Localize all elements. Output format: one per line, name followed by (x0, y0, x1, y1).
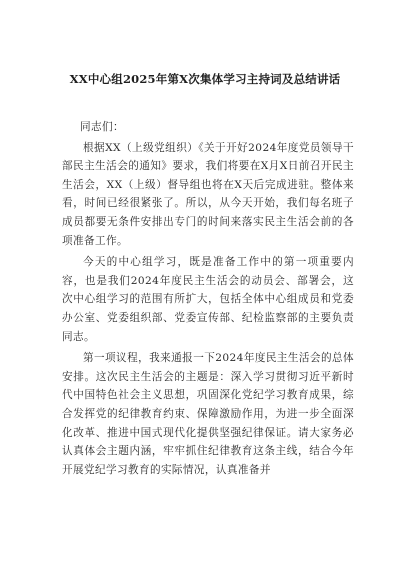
paragraph-2: 今天的中心组学习，既是准备工作中的第一项重要内容，也是我们2024年度民主生活会的动员会、部署会，这次中心组学习的范围有所扩大，包括全体中心组成员和党委办公室、党委组织部、党委宣传部、纪检监察部的主要负责同志。 (62, 256, 354, 343)
salutation: 同志们： (80, 121, 124, 133)
paragraph-1: 根据XX（上级党组织）《关于开好2024年度党员领导干部民主生活会的通知》要求，我们将要在X月X日前召开民主生活会，XX（上级）督导组也将在X天后完成进驻。整体来看，时间已经很紧张了。所以，从今天开始，我们每名班子成员都要无条件安排出专门的时间来落实民主生活会前的各项准备工作。 (62, 141, 354, 247)
document-title: XX中心组2025年第X次集体学习主持词及总结讲话 (69, 72, 341, 86)
paragraph-3: 第一项议程，我来通报一下2024年度民主生活会的总体安排。这次民主生活会的主题是：深入学习贯彻习近平新时代中国特色社会主义思想，巩固深化党纪学习教育成果，综合发挥党的纪律教育约束、保障激励作用，为进一步全面深化改革、推进中国式现代化提供坚强纪律保证。请大家务必认真体会主题内涵，牢牢抓住纪律教育这条主线，结合今年开展党纪学习教育的实际情况，认真准备并 (62, 352, 354, 476)
document-body (62, 118, 354, 482)
